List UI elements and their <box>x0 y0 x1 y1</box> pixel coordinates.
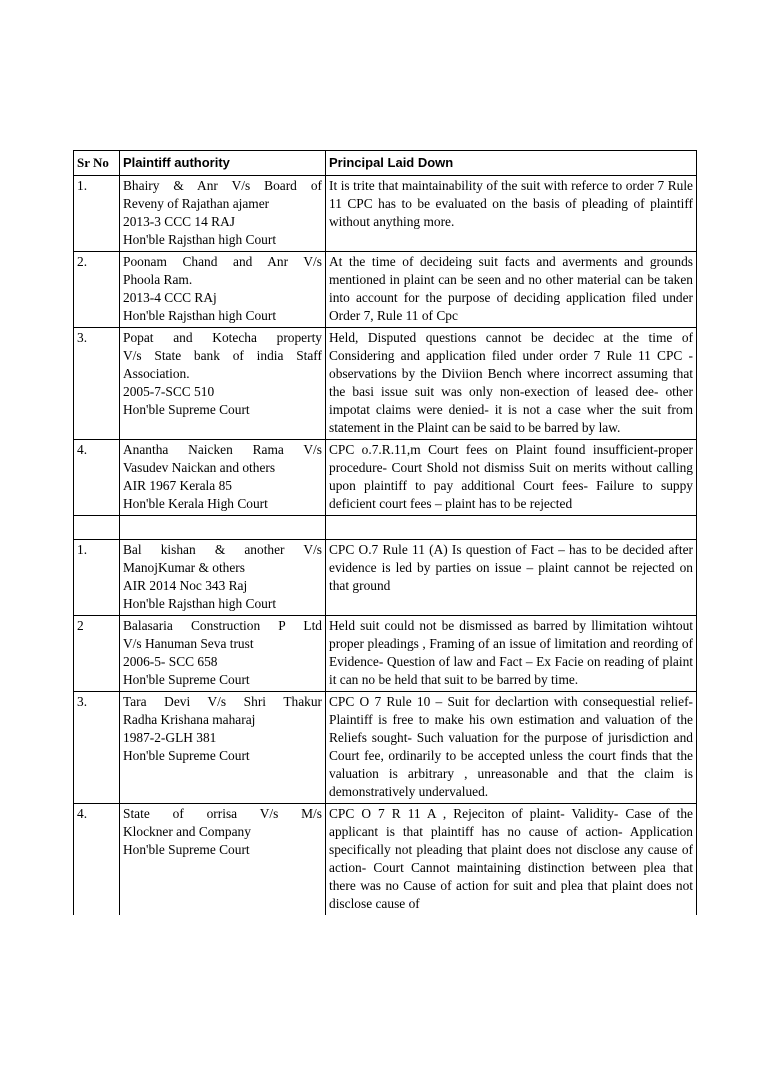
principle-text: At the time of decideing suit facts and averments and grounds mentioned in plaint can be seen and no other material can be taken into account for the purpose of deciding application filed under Order 7, Rule 11 of Cpc <box>329 254 693 323</box>
table-row <box>74 252 697 328</box>
plaintiff-line: Hon'ble Supreme Court <box>123 672 250 687</box>
plaintiff-line: Popat and Kotecha property <box>123 330 322 345</box>
plaintiff-line: Anantha Naicken Rama V/s <box>123 442 322 457</box>
header-plaintiff-authority: Plaintiff authority <box>120 151 326 176</box>
principle-text: Held, Disputed questions cannot be decidec at the time of Considering and application filed under order 7 Rule 11 CPC -observations by the Diviion Bench where incorrect assuming that the basi issue suit was only non-exection of leased dee- other impotat claims were denied- it is not a case wher the suit from statement in the Plaint can be said to be barred by law. <box>329 330 693 435</box>
plaintiff-line: 1987-2-GLH 381 <box>123 730 217 745</box>
table-header-row <box>74 151 697 176</box>
table-row <box>74 616 697 692</box>
header-sr-no: Sr No <box>74 151 120 176</box>
empty-cell <box>120 516 326 540</box>
table-row <box>74 540 697 616</box>
plaintiff-line: 2013-4 CCC RAj <box>123 290 217 305</box>
sr-no-cell: 3. <box>74 328 120 440</box>
table-body <box>74 176 697 916</box>
principle-cell <box>326 252 697 328</box>
plaintiff-line: 2013-3 CCC 14 RAJ <box>123 214 235 229</box>
sr-no-cell: 3. <box>74 692 120 804</box>
principle-text: CPC o.7.R.11,m Court fees on Plaint found insufficient-proper procedure- Court Shold not dismiss Suit on merits without calling upon plaintiff to pay additional Court fees- Failure to suppy deficient court fees – plaint has to be rejected <box>329 442 693 511</box>
plaintiff-line: V/s State bank of india Staff <box>123 348 322 363</box>
sr-no-cell: 4. <box>74 440 120 516</box>
plaintiff-line: 2005-7-SCC 510 <box>123 384 215 399</box>
sr-no-cell: 1. <box>74 540 120 616</box>
plaintiff-line: Bhairy & Anr V/s Board of <box>123 178 322 193</box>
principle-cell <box>326 176 697 252</box>
principle-cell <box>326 328 697 440</box>
principle-text: CPC O.7 Rule 11 (A) Is question of Fact – has to be decided after evidence is led by parties on issue – plaint cannot be rejected on that ground <box>329 542 693 593</box>
table-row <box>74 328 697 440</box>
plaintiff-line: Tara Devi V/s Shri Thakur <box>123 694 322 709</box>
table-row <box>74 804 697 916</box>
plaintiff-line: Hon'ble Rajsthan high Court <box>123 308 277 323</box>
table-row <box>74 176 697 252</box>
plaintiff-line: Poonam Chand and Anr V/s <box>123 254 322 269</box>
sr-no-cell: 4. <box>74 804 120 916</box>
principle-text: CPC O 7 Rule 10 – Suit for declartion with consequestial relief- Plaintiff is free to make his own estimation and valuation of the Reliefs sought- Such valuation for the purpose of jurisdiction and Court fee, ordinarily to be accepted unless the court finds that the valuation is arbitrary , unreasonable and that the claim is demonstratively undervalued. <box>329 694 693 799</box>
principle-cell <box>326 616 697 692</box>
plaintiff-line: Hon'ble Supreme Court <box>123 748 250 763</box>
plaintiff-authority-cell <box>120 440 326 516</box>
empty-cell <box>326 516 697 540</box>
principle-text: CPC O 7 R 11 A , Rejeciton of plaint- Validity- Case of the applicant is that plaintiff has no cause of action- Application specifically not pleading that plaint does not disclose any cause of action- Court Cannot maintaining distinction between plea that there was no Cause of action for suit and plea that plaint does not disclose cause of <box>329 806 693 911</box>
plaintiff-authority-cell <box>120 328 326 440</box>
plaintiff-authority-cell <box>120 540 326 616</box>
sr-no-cell: 2. <box>74 252 120 328</box>
plaintiff-authority-cell <box>120 176 326 252</box>
plaintiff-line: Radha Krishana maharaj <box>123 712 256 727</box>
principle-text: Held suit could not be dismissed as barred by llimitation wihtout proper pleadings , Framing of an issue of limitation and reording of Evidence- Question of law and Fact – Ex Facie on reading of plaint it can no be held that suit to be barred by time. <box>329 618 693 687</box>
plaintiff-line: Balasaria Construction P Ltd <box>123 618 322 633</box>
plaintiff-line: Hon'ble Rajsthan high Court <box>123 596 277 611</box>
plaintiff-line: Reveny of Rajathan ajamer <box>123 196 270 211</box>
plaintiff-authority-cell <box>120 616 326 692</box>
principle-cell <box>326 692 697 804</box>
blank-separator-row <box>74 516 697 540</box>
plaintiff-line: Hon'ble Kerala High Court <box>123 496 268 511</box>
plaintiff-line: Bal kishan & another V/s <box>123 542 322 557</box>
principle-cell <box>326 804 697 916</box>
principle-cell <box>326 440 697 516</box>
plaintiff-line: Phoola Ram. <box>123 272 193 287</box>
plaintiff-line: AIR 2014 Noc 343 Raj <box>123 578 248 593</box>
plaintiff-authority-cell <box>120 804 326 916</box>
plaintiff-line: Hon'ble Rajsthan high Court <box>123 232 277 247</box>
plaintiff-line: Hon'ble Supreme Court <box>123 842 250 857</box>
plaintiff-line: AIR 1967 Kerala 85 <box>123 478 232 493</box>
plaintiff-line: ManojKumar & others <box>123 560 245 575</box>
plaintiff-line: Association. <box>123 366 190 381</box>
table-row <box>74 692 697 804</box>
plaintiff-line: State of orrisa V/s M/s <box>123 806 322 821</box>
plaintiff-line: Hon'ble Supreme Court <box>123 402 250 417</box>
principle-cell <box>326 540 697 616</box>
empty-cell <box>74 516 120 540</box>
plaintiff-line: Klockner and Company <box>123 824 251 839</box>
plaintiff-line: 2006-5- SCC 658 <box>123 654 218 669</box>
plaintiff-authority-cell <box>120 692 326 804</box>
plaintiff-line: Vasudev Naickan and others <box>123 460 276 475</box>
table-row <box>74 440 697 516</box>
plaintiff-authority-cell <box>120 252 326 328</box>
authorities-table <box>73 150 697 915</box>
principle-text: It is trite that maintainability of the suit with referce to order 7 Rule 11 CPC has to be evaluated on the basis of pleading of plaintiff without anything more. <box>329 178 693 229</box>
sr-no-cell: 2 <box>74 616 120 692</box>
header-principal: Principal Laid Down <box>326 151 697 176</box>
plaintiff-line: V/s Hanuman Seva trust <box>123 636 254 651</box>
sr-no-cell: 1. <box>74 176 120 252</box>
